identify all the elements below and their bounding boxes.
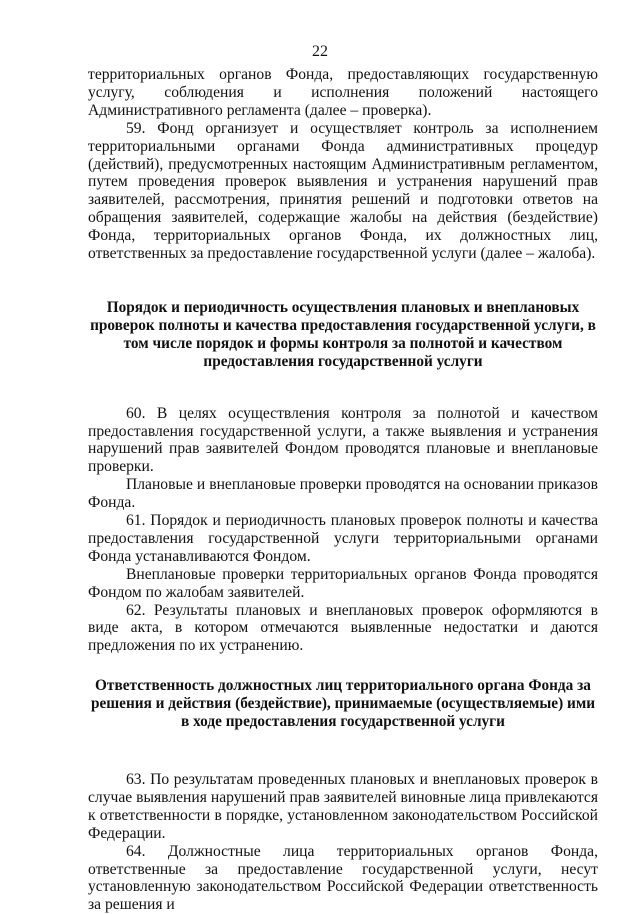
paragraph-59: 59. Фонд организует и осуществляет контроль за исполнением территориальными органами Фонда административных процедур (действий), предусмотренных настоящим Административным регламентом, путем проведения проверок выявления и устранения нарушений прав заявителей, рассмотрения, принятия решений и подготовки ответов на обращения заявителей, содержащие жалобы на действия (бездействие) Фонда, территориальных органов Фонда, их должностных лиц, ответственных за предоставление государственной услуги (далее – жалоба). — [88, 119, 598, 263]
paragraph-60-orders: Плановые и внеплановые проверки проводятся на основании приказов Фонда. — [88, 476, 598, 512]
paragraph-60: 60. В целях осуществления контроля за полнотой и качеством предоставления государственной услуги, а также выявления и устранения нарушений прав заявителей Фондом проводятся плановые и внеплановые проверки. — [88, 404, 598, 476]
section-heading-inspections: Порядок и периодичность осуществления плановых и внеплановых проверок полноты и качества предоставления государственной услуги, в том числе порядок и формы контроля за полнотой и качеством предоставления государственной услуги — [90, 298, 596, 370]
paragraph-61: 61. Порядок и периодичность плановых проверок полноты и качества предоставления государственной услуги территориальными органами Фонда устанавливаются Фондом. — [88, 512, 598, 565]
section-heading-responsibility: Ответственность должностных лиц территориального органа Фонда за решения и действия (бездействие), принимаемые (осуществляемые) ими в ходе предоставления государственной услуги — [90, 677, 596, 731]
paragraph-62: 62. Результаты плановых и внеплановых проверок оформляются в виде акта, в котором отмечаются выявленные недостатки и даются предложения по их устранению. — [88, 601, 598, 655]
paragraph-63: 63. По результатам проведенных плановых и внеплановых проверок в случае выявления нарушений прав заявителей виновные лица привлекаются к ответственности в порядке, установленном законодательством Российской Федерации. — [88, 771, 598, 842]
paragraph-61-unscheduled: Внеплановые проверки территориальных органов Фонда проводятся Фондом по жалобам заявителей. — [88, 565, 598, 601]
paragraph-64: 64. Должностные лица территориальных органов Фонда, ответственные за предоставление государственной услуги, несут установленную законодательством Российской Федерации ответственность за решения и — [88, 842, 598, 914]
paragraph-continuation: территориальных органов Фонда, предоставляющих государственную услугу, соблюдения и исполнения положений настоящего Административного регламента (далее – проверка). — [88, 66, 598, 119]
page-number: 22 — [312, 43, 328, 60]
document-body — [88, 66, 598, 914]
